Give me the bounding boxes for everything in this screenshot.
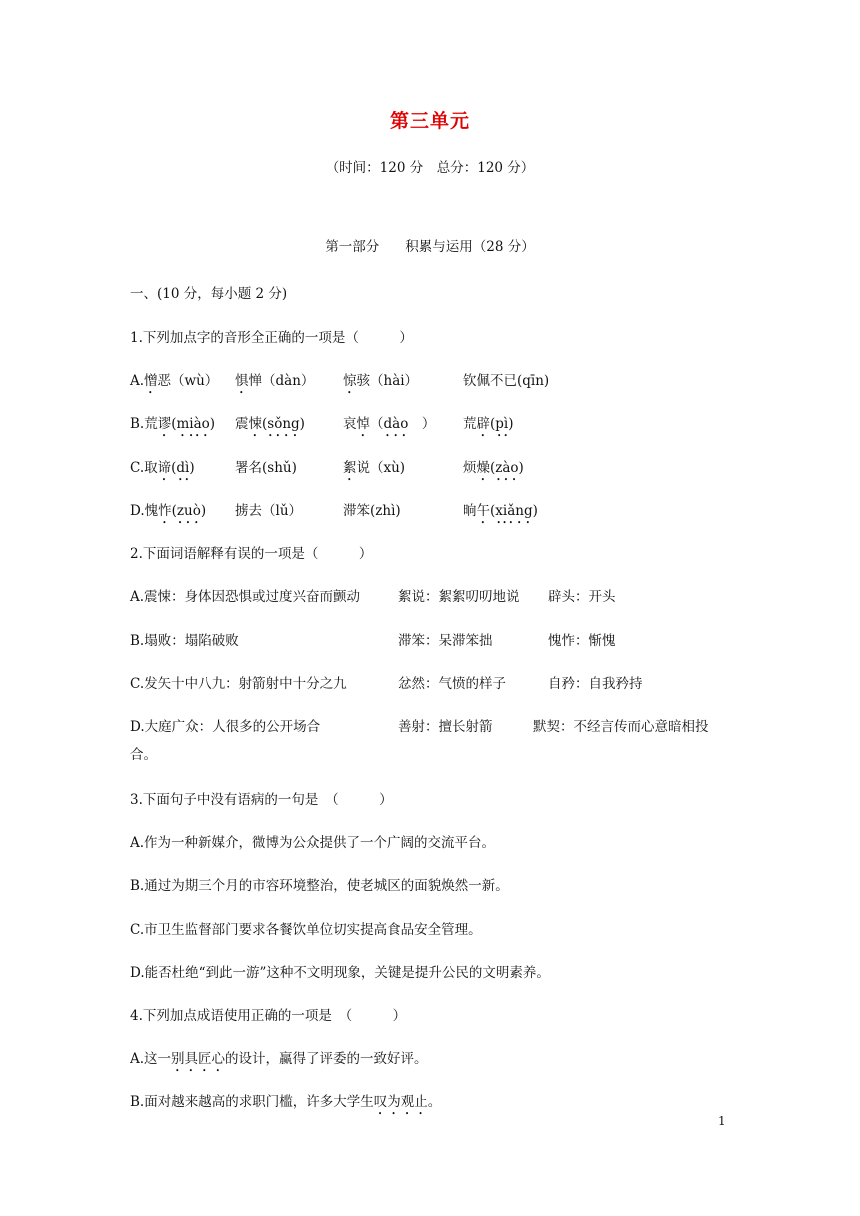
q4-option-a [130, 1047, 428, 1075]
option-text: 愧怍：惭愧 [548, 633, 616, 649]
question-1-stem: 1.下列加点字的音形全正确的一项是（ ） [130, 330, 413, 346]
option-text: 滞笨(zhì) [343, 503, 401, 519]
option-text: C.发矢十中八九：射箭射中十分之九 [130, 676, 347, 692]
option-text: 忿然：气愤的样子 [398, 676, 506, 692]
q3-option-b: B.通过为期三个月的市容环境整治，使老城区的面貌焕然一新。 [130, 878, 509, 894]
page-number: 1 [718, 1114, 726, 1128]
option-text: 烦燥(zào) [463, 460, 524, 476]
q3-option-c: C.市卫生监督部门要求各餐饮单位切实提高食品安全管理。 [130, 922, 482, 938]
option-text: 惊骇（hài） [343, 373, 419, 389]
option-text: 荒辟(pì) [463, 416, 514, 432]
question-4-stem: 4.下列加点成语使用正确的一项是 （ ） [130, 1008, 407, 1024]
question-3-stem: 3.下面句子中没有语病的一句是 （ ） [130, 792, 393, 808]
option-text: 自矜：自我矜持 [548, 676, 643, 692]
option-text: 滞笨：呆滞笨拙 [398, 633, 493, 649]
option-text: D.愧怍(zuò) [130, 503, 207, 519]
option-text: C.取谛(dì) [130, 460, 195, 476]
option-text: 惧惮（dàn） [235, 373, 315, 389]
exam-info: （时间：120 分 总分：120 分） [325, 160, 535, 176]
option-text: 哀悼（dào ） [343, 416, 436, 432]
option-text: 掳去（lǔ） [235, 503, 303, 519]
option-text: 署名(shǔ) [235, 460, 297, 476]
section-name: 积累与运用（28 分） [405, 239, 535, 255]
option-text: B.塌败：塌陷破败 [130, 633, 239, 649]
q3-option-a: A.作为一种新媒介，微博为公众提供了一个广阔的交流平台。 [130, 835, 496, 851]
option-text: 善射：擅长射箭 [398, 719, 493, 735]
option-text: 的设计，赢得了评委的一致好评。 [225, 1051, 428, 1067]
option-text: D.大庭广众：人很多的公开场合 [130, 719, 321, 735]
option-text: 钦佩不已(qīn) [463, 373, 550, 389]
section-part: 第一部分 [325, 239, 380, 255]
option-text: A.憎恶（wù） [130, 373, 219, 389]
option-text: B.荒谬(miào) [130, 416, 216, 432]
option-text: A.震悚：身体因恐惧或过度兴奋而颤动 [130, 589, 361, 605]
section-heading [0, 235, 860, 255]
q3-option-d: D.能否杜绝“到此一游”这种不文明现象，关键是提升公民的文明素养。 [130, 965, 550, 981]
option-text: 。 [427, 1094, 442, 1110]
question-group-heading: 一、(10 分，每小题 2 分) [130, 286, 288, 302]
option-text: B.面对越来越高的求职门槛，许多大学生 [130, 1094, 374, 1110]
option-text: 晌午(xiǎng) [463, 503, 538, 519]
q2-option-d-wrap: 合。 [130, 747, 157, 763]
option-text: 默契：不经言传而心意暗相投 [533, 719, 709, 735]
option-text: 辟头：开头 [548, 589, 616, 605]
page-title: 第三单元 [389, 110, 470, 132]
q4-option-b [130, 1090, 441, 1118]
option-text: A.这一 [130, 1051, 172, 1067]
option-text: 絮说：絮絮叨叨地说 [398, 589, 520, 605]
dotted-idiom: 别具匠心 [171, 1051, 226, 1067]
dotted-idiom: 叹为观止 [373, 1094, 428, 1110]
option-text: 絮说（xù) [343, 460, 406, 476]
option-text: 震悚(sǒng) [235, 416, 305, 432]
question-2-stem: 2.下面词语解释有误的一项是（ ） [130, 546, 373, 562]
